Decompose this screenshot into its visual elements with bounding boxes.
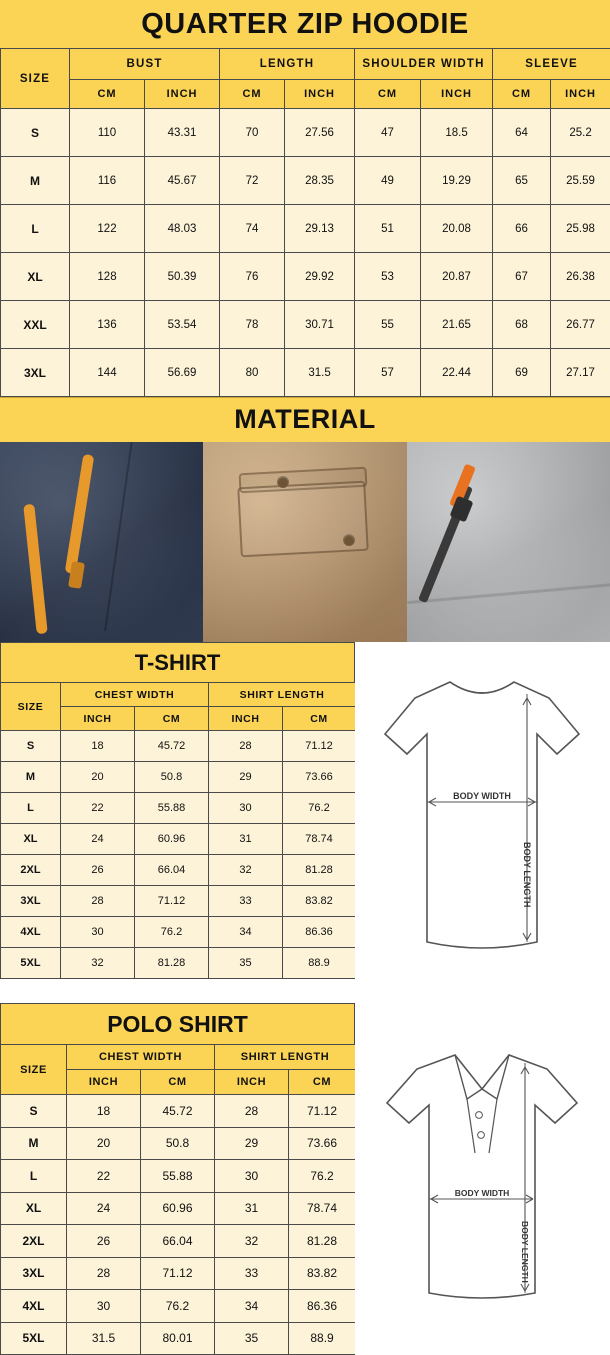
material-photo-row <box>0 442 610 642</box>
cell-length-cm: 86.36 <box>283 917 356 948</box>
cell-length-inch: 28.35 <box>285 157 355 205</box>
cell-sleeve-cm: 67 <box>493 253 551 301</box>
cell-length-cm: 74 <box>220 205 285 253</box>
hoodie-header-groups <box>1 49 610 80</box>
cell-bust-inch: 48.03 <box>145 205 220 253</box>
body-length-label: BODY LENGTH <box>520 1221 530 1283</box>
cell-size: XXL <box>1 301 70 349</box>
table-row <box>1 762 356 793</box>
cell-chest-cm: 66.04 <box>141 1225 215 1258</box>
body-length-label: BODY LENGTH <box>522 842 532 907</box>
cell-chest-cm: 76.2 <box>135 917 209 948</box>
cell-chest-cm: 71.12 <box>141 1257 215 1290</box>
hoodie-col-shoulder: SHOULDER WIDTH <box>355 49 493 80</box>
table-row <box>1 301 610 349</box>
cell-sleeve-cm: 65 <box>493 157 551 205</box>
tshirt-header-groups <box>1 683 356 707</box>
cell-length-cm: 71.12 <box>289 1095 356 1128</box>
photo-shading <box>407 442 610 642</box>
polo-title: POLO SHIRT <box>0 1003 355 1044</box>
polo-outline-svg <box>355 1003 610 1303</box>
tshirt-section <box>0 642 610 979</box>
hoodie-unit-shoulder-inch: INCH <box>421 80 493 109</box>
tshirt-unit-length-inch: INCH <box>209 707 283 731</box>
cell-chest-inch: 24 <box>67 1192 141 1225</box>
cell-length-cm: 78.74 <box>283 824 356 855</box>
cell-length-inch: 33 <box>209 886 283 917</box>
cell-chest-cm: 60.96 <box>135 824 209 855</box>
cell-chest-inch: 18 <box>67 1095 141 1128</box>
cell-shoulder-cm: 53 <box>355 253 421 301</box>
table-row <box>1 349 610 397</box>
cell-chest-inch: 20 <box>67 1127 141 1160</box>
tshirt-col-chest-width: CHEST WIDTH <box>61 683 209 707</box>
hoodie-unit-shoulder-cm: CM <box>355 80 421 109</box>
cell-length-inch: 31.5 <box>285 349 355 397</box>
table-row <box>1 205 610 253</box>
cell-length-cm: 73.66 <box>283 762 356 793</box>
table-row <box>1 1192 356 1225</box>
cell-shoulder-cm: 47 <box>355 109 421 157</box>
hoodie-section <box>0 0 610 397</box>
cell-size: 3XL <box>1 1257 67 1290</box>
material-section <box>0 397 610 642</box>
tshirt-unit-chest-inch: INCH <box>61 707 135 731</box>
cell-length-cm: 88.9 <box>289 1322 356 1355</box>
cell-chest-cm: 60.96 <box>141 1192 215 1225</box>
cell-bust-cm: 136 <box>70 301 145 349</box>
cell-shoulder-cm: 51 <box>355 205 421 253</box>
hoodie-unit-length-inch: INCH <box>285 80 355 109</box>
cell-shoulder-inch: 22.44 <box>421 349 493 397</box>
cell-length-inch: 34 <box>215 1290 289 1323</box>
cell-size: 3XL <box>1 349 70 397</box>
cell-sleeve-cm: 66 <box>493 205 551 253</box>
cell-size: XL <box>1 824 61 855</box>
tshirt-outline-svg <box>355 642 610 972</box>
cell-chest-cm: 55.88 <box>141 1160 215 1193</box>
cell-size: 5XL <box>1 1322 67 1355</box>
cell-chest-inch: 30 <box>67 1290 141 1323</box>
cell-chest-inch: 32 <box>61 948 135 979</box>
cell-shoulder-cm: 55 <box>355 301 421 349</box>
cell-length-cm: 80 <box>220 349 285 397</box>
cell-size: M <box>1 762 61 793</box>
cell-bust-inch: 56.69 <box>145 349 220 397</box>
cell-chest-inch: 22 <box>61 793 135 824</box>
cell-length-inch: 29 <box>215 1127 289 1160</box>
cell-chest-cm: 45.72 <box>141 1095 215 1128</box>
cell-length-cm: 86.36 <box>289 1290 356 1323</box>
hoodie-col-bust: BUST <box>70 49 220 80</box>
polo-header-groups <box>1 1045 356 1070</box>
cell-bust-inch: 43.31 <box>145 109 220 157</box>
table-row <box>1 793 356 824</box>
hoodie-unit-bust-inch: INCH <box>145 80 220 109</box>
polo-col-size: SIZE <box>1 1045 67 1095</box>
cell-chest-inch: 20 <box>61 762 135 793</box>
cell-length-inch: 28 <box>209 731 283 762</box>
cell-shoulder-inch: 20.87 <box>421 253 493 301</box>
cell-length-cm: 70 <box>220 109 285 157</box>
body-width-label: BODY WIDTH <box>453 791 511 801</box>
cell-shoulder-cm: 49 <box>355 157 421 205</box>
section-spacer <box>0 979 610 1003</box>
cell-bust-cm: 116 <box>70 157 145 205</box>
table-row <box>1 1290 356 1323</box>
hoodie-unit-length-cm: CM <box>220 80 285 109</box>
hoodie-unit-sleeve-inch: INCH <box>551 80 610 109</box>
cell-length-inch: 30 <box>215 1160 289 1193</box>
grey-zipper-detail-photo <box>407 442 610 642</box>
table-row <box>1 855 356 886</box>
cell-shoulder-inch: 21.65 <box>421 301 493 349</box>
cell-bust-inch: 53.54 <box>145 301 220 349</box>
tshirt-unit-chest-cm: CM <box>135 707 209 731</box>
polo-diagram <box>355 1003 610 1355</box>
cell-bust-inch: 50.39 <box>145 253 220 301</box>
cell-chest-cm: 76.2 <box>141 1290 215 1323</box>
hoodie-size-table <box>0 48 610 397</box>
table-row <box>1 948 356 979</box>
cell-length-cm: 71.12 <box>283 731 356 762</box>
cell-sleeve-inch: 25.59 <box>551 157 610 205</box>
cell-size: 3XL <box>1 886 61 917</box>
table-row <box>1 731 356 762</box>
table-row <box>1 917 356 948</box>
table-row <box>1 1160 356 1193</box>
cell-sleeve-inch: 25.98 <box>551 205 610 253</box>
cell-size: S <box>1 109 70 157</box>
cell-sleeve-inch: 25.2 <box>551 109 610 157</box>
cell-size: L <box>1 793 61 824</box>
cell-length-inch: 27.56 <box>285 109 355 157</box>
cell-length-inch: 31 <box>209 824 283 855</box>
hoodie-header-units <box>1 80 610 109</box>
cell-size: S <box>1 731 61 762</box>
table-row <box>1 886 356 917</box>
hoodie-col-length: LENGTH <box>220 49 355 80</box>
cell-length-cm: 78.74 <box>289 1192 356 1225</box>
table-row <box>1 1127 356 1160</box>
polo-section <box>0 1003 610 1355</box>
cell-chest-inch: 24 <box>61 824 135 855</box>
cell-chest-inch: 30 <box>61 917 135 948</box>
cell-length-cm: 73.66 <box>289 1127 356 1160</box>
cell-length-cm: 72 <box>220 157 285 205</box>
cell-length-cm: 76.2 <box>283 793 356 824</box>
cell-length-cm: 88.9 <box>283 948 356 979</box>
cell-sleeve-cm: 64 <box>493 109 551 157</box>
cell-length-inch: 35 <box>209 948 283 979</box>
navy-hoodie-drawstring-photo <box>0 442 203 642</box>
table-row <box>1 1095 356 1128</box>
cell-chest-inch: 28 <box>61 886 135 917</box>
hoodie-col-sleeve: SLEEVE <box>493 49 610 80</box>
cell-shoulder-cm: 57 <box>355 349 421 397</box>
cell-chest-inch: 31.5 <box>67 1322 141 1355</box>
cell-sleeve-inch: 26.77 <box>551 301 610 349</box>
material-title: MATERIAL <box>0 397 610 442</box>
cell-chest-cm: 50.8 <box>135 762 209 793</box>
cell-chest-inch: 26 <box>61 855 135 886</box>
table-row <box>1 109 610 157</box>
cell-length-inch: 32 <box>209 855 283 886</box>
cell-size: 5XL <box>1 948 61 979</box>
hoodie-title: QUARTER ZIP HOODIE <box>0 0 610 48</box>
cell-sleeve-inch: 26.38 <box>551 253 610 301</box>
polo-table-wrap <box>0 1003 355 1355</box>
cell-length-inch: 33 <box>215 1257 289 1290</box>
cell-length-inch: 30 <box>209 793 283 824</box>
cell-chest-inch: 18 <box>61 731 135 762</box>
cell-length-cm: 81.28 <box>283 855 356 886</box>
cell-chest-cm: 50.8 <box>141 1127 215 1160</box>
cell-length-inch: 29.13 <box>285 205 355 253</box>
cell-shoulder-inch: 18.5 <box>421 109 493 157</box>
cell-length-inch: 35 <box>215 1322 289 1355</box>
cell-chest-inch: 28 <box>67 1257 141 1290</box>
hoodie-col-size: SIZE <box>1 49 70 109</box>
cell-length-cm: 76 <box>220 253 285 301</box>
cell-size: 2XL <box>1 1225 67 1258</box>
tshirt-title: T-SHIRT <box>0 642 355 682</box>
cell-length-inch: 30.71 <box>285 301 355 349</box>
cell-sleeve-cm: 69 <box>493 349 551 397</box>
polo-unit-chest-cm: CM <box>141 1070 215 1095</box>
table-row <box>1 1257 356 1290</box>
cell-chest-cm: 45.72 <box>135 731 209 762</box>
table-row <box>1 824 356 855</box>
cell-bust-cm: 110 <box>70 109 145 157</box>
hoodie-unit-bust-cm: CM <box>70 80 145 109</box>
cell-size: L <box>1 1160 67 1193</box>
cell-size: XL <box>1 253 70 301</box>
tshirt-unit-length-cm: CM <box>283 707 356 731</box>
tshirt-diagram <box>355 642 610 979</box>
cell-chest-cm: 81.28 <box>135 948 209 979</box>
cell-bust-cm: 144 <box>70 349 145 397</box>
cell-length-inch: 29 <box>209 762 283 793</box>
cell-size: S <box>1 1095 67 1128</box>
cell-sleeve-inch: 27.17 <box>551 349 610 397</box>
cell-length-cm: 76.2 <box>289 1160 356 1193</box>
cell-size: 2XL <box>1 855 61 886</box>
cell-length-inch: 34 <box>209 917 283 948</box>
cell-size: XL <box>1 1192 67 1225</box>
cell-length-inch: 32 <box>215 1225 289 1258</box>
body-width-label: BODY WIDTH <box>455 1188 510 1198</box>
cell-length-inch: 28 <box>215 1095 289 1128</box>
tshirt-size-table <box>0 682 356 979</box>
cell-bust-inch: 45.67 <box>145 157 220 205</box>
cell-size: M <box>1 1127 67 1160</box>
cell-shoulder-inch: 19.29 <box>421 157 493 205</box>
table-row <box>1 253 610 301</box>
cell-shoulder-inch: 20.08 <box>421 205 493 253</box>
cell-length-cm: 83.82 <box>289 1257 356 1290</box>
khaki-sleeve-pocket-photo <box>203 442 406 642</box>
table-row <box>1 157 610 205</box>
cell-size: L <box>1 205 70 253</box>
cell-length-cm: 78 <box>220 301 285 349</box>
hoodie-unit-sleeve-cm: CM <box>493 80 551 109</box>
cell-size: 4XL <box>1 1290 67 1323</box>
polo-size-table <box>0 1044 356 1355</box>
cell-chest-cm: 55.88 <box>135 793 209 824</box>
cell-bust-cm: 122 <box>70 205 145 253</box>
cell-length-inch: 31 <box>215 1192 289 1225</box>
polo-col-shirt-length: SHIRT LENGTH <box>215 1045 356 1070</box>
polo-unit-length-inch: INCH <box>215 1070 289 1095</box>
cell-length-cm: 83.82 <box>283 886 356 917</box>
cell-chest-inch: 26 <box>67 1225 141 1258</box>
table-row <box>1 1225 356 1258</box>
tshirt-table-wrap <box>0 642 355 979</box>
cell-chest-inch: 22 <box>67 1160 141 1193</box>
cell-length-cm: 81.28 <box>289 1225 356 1258</box>
cell-size: M <box>1 157 70 205</box>
polo-unit-length-cm: CM <box>289 1070 356 1095</box>
cell-chest-cm: 66.04 <box>135 855 209 886</box>
tshirt-col-size: SIZE <box>1 683 61 731</box>
polo-unit-chest-inch: INCH <box>67 1070 141 1095</box>
cell-size: 4XL <box>1 917 61 948</box>
cell-length-inch: 29.92 <box>285 253 355 301</box>
cell-sleeve-cm: 68 <box>493 301 551 349</box>
cell-bust-cm: 128 <box>70 253 145 301</box>
tshirt-col-shirt-length: SHIRT LENGTH <box>209 683 356 707</box>
cell-chest-cm: 80.01 <box>141 1322 215 1355</box>
cell-chest-cm: 71.12 <box>135 886 209 917</box>
polo-col-chest-width: CHEST WIDTH <box>67 1045 215 1070</box>
